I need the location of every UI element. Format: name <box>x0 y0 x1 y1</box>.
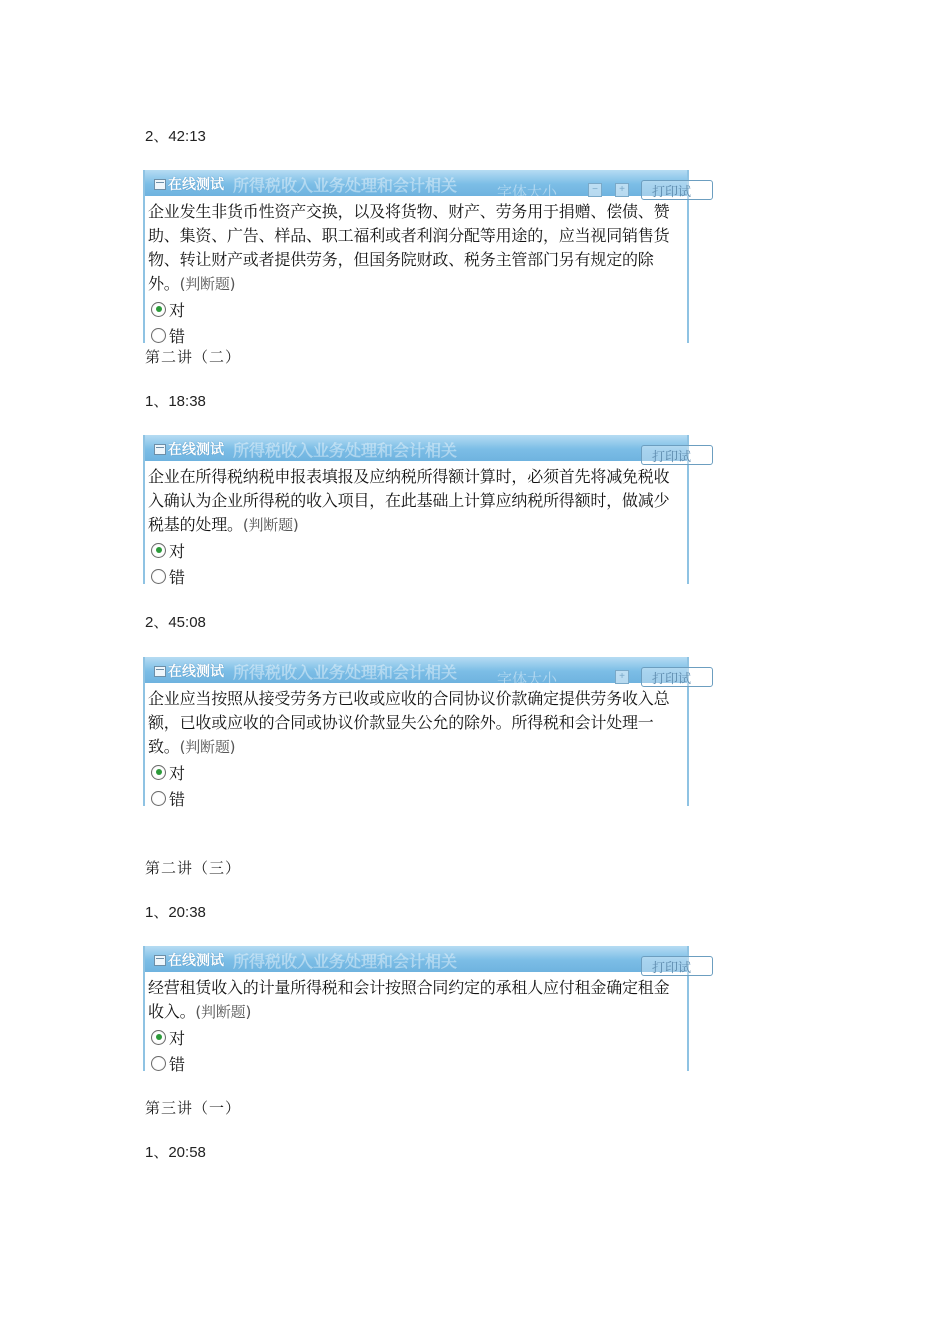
test-window-icon <box>154 955 166 966</box>
font-size-label: 字体大小 <box>497 670 558 688</box>
panel-title: 在线测试 <box>168 177 224 193</box>
option-label: 对 <box>169 1028 186 1048</box>
online-test-panel <box>143 170 692 346</box>
question-type: (判断题) <box>242 516 299 534</box>
question-text <box>148 465 684 537</box>
timestamp-line: 2、45:08 <box>145 614 206 631</box>
timestamp-line: 1、20:38 <box>145 904 206 921</box>
option-true[interactable] <box>151 1024 687 1050</box>
font-size-label: 字体大小 <box>497 183 558 201</box>
option-label: 对 <box>169 541 186 561</box>
radio-unchecked-icon[interactable] <box>151 328 166 343</box>
question-body: 经营租赁收入的计量所得税和会计按照合同约定的承租人应付租金确定租金收入。 <box>148 978 670 1021</box>
radio-unchecked-icon[interactable] <box>151 569 166 584</box>
timestamp-line: 1、18:38 <box>145 393 206 410</box>
test-window-icon <box>154 444 166 455</box>
panel-title: 在线测试 <box>168 664 224 680</box>
question-text <box>148 976 684 1024</box>
question-body: 企业应当按照从接受劳务方已收或应收的合同协议价款确定提供劳务收入总额，已收或应收的合同或协议价款显失公允的除外。所得税和会计处理一致。 <box>148 689 670 756</box>
font-decrease-button[interactable]: − <box>588 183 602 197</box>
panel-title: 在线测试 <box>168 953 224 969</box>
section-heading: 第二讲（二） <box>145 348 242 366</box>
timestamp-line: 2、42:13 <box>145 128 206 145</box>
question-text <box>148 687 684 759</box>
online-test-panel <box>143 435 692 587</box>
option-label: 错 <box>169 1054 186 1074</box>
radio-checked-icon[interactable] <box>151 1030 166 1045</box>
panel-header <box>145 435 692 465</box>
option-true[interactable] <box>151 759 687 785</box>
panel-background-title: 所得税收入业务处理和会计相关 <box>233 176 458 195</box>
radio-checked-icon[interactable] <box>151 543 166 558</box>
panel-background-title: 所得税收入业务处理和会计相关 <box>233 441 458 460</box>
timestamp-line: 1、20:58 <box>145 1144 206 1161</box>
radio-checked-icon[interactable] <box>151 765 166 780</box>
section-heading: 第二讲（三） <box>145 859 242 877</box>
question-type: (判断题) <box>195 1003 252 1021</box>
question-body: 企业发生非货币性资产交换，以及将货物、财产、劳务用于捐赠、偿债、赞助、集资、广告、样品、职工福利或者利润分配等用途的，应当视同销售货物、转让财产或者提供劳务，但国务院财政、税务主管部门另有规定的除外。 <box>148 202 670 293</box>
panel-background-title: 所得税收入业务处理和会计相关 <box>233 952 458 971</box>
option-label: 对 <box>169 300 186 320</box>
question-type: (判断题) <box>179 738 236 756</box>
print-button[interactable]: 打印试 <box>641 956 713 976</box>
radio-unchecked-icon[interactable] <box>151 1056 166 1071</box>
font-increase-button[interactable]: + <box>615 670 629 684</box>
online-test-panel <box>143 657 692 809</box>
test-window-icon <box>154 179 166 190</box>
panel-header <box>145 657 692 688</box>
question-type: (判断题) <box>179 275 236 293</box>
option-false[interactable] <box>151 563 687 589</box>
font-increase-button[interactable]: + <box>615 183 629 197</box>
option-label: 错 <box>169 789 186 809</box>
question-text <box>148 200 684 296</box>
option-false[interactable] <box>151 322 687 348</box>
panel-header <box>145 946 692 976</box>
question-body: 企业在所得税纳税申报表填报及应纳税所得额计算时，必须首先将减免税收入确认为企业所得税的收入项目，在此基础上计算应纳税所得额时，做减少税基的处理。 <box>148 467 670 534</box>
option-false[interactable] <box>151 785 687 811</box>
test-window-icon <box>154 666 166 677</box>
radio-checked-icon[interactable] <box>151 302 166 317</box>
print-button[interactable]: 打印试 <box>641 445 713 465</box>
section-heading: 第三讲（一） <box>145 1099 242 1117</box>
print-button[interactable]: 打印试 <box>641 180 713 200</box>
panel-header <box>145 170 692 201</box>
online-test-panel <box>143 946 692 1074</box>
radio-unchecked-icon[interactable] <box>151 791 166 806</box>
print-button[interactable]: 打印试 <box>641 667 713 687</box>
option-label: 对 <box>169 763 186 783</box>
panel-background-title: 所得税收入业务处理和会计相关 <box>233 663 458 682</box>
option-false[interactable] <box>151 1050 687 1076</box>
option-true[interactable] <box>151 296 687 322</box>
option-true[interactable] <box>151 537 687 563</box>
option-label: 错 <box>169 567 186 587</box>
panel-title: 在线测试 <box>168 442 224 458</box>
option-label: 错 <box>169 326 186 346</box>
